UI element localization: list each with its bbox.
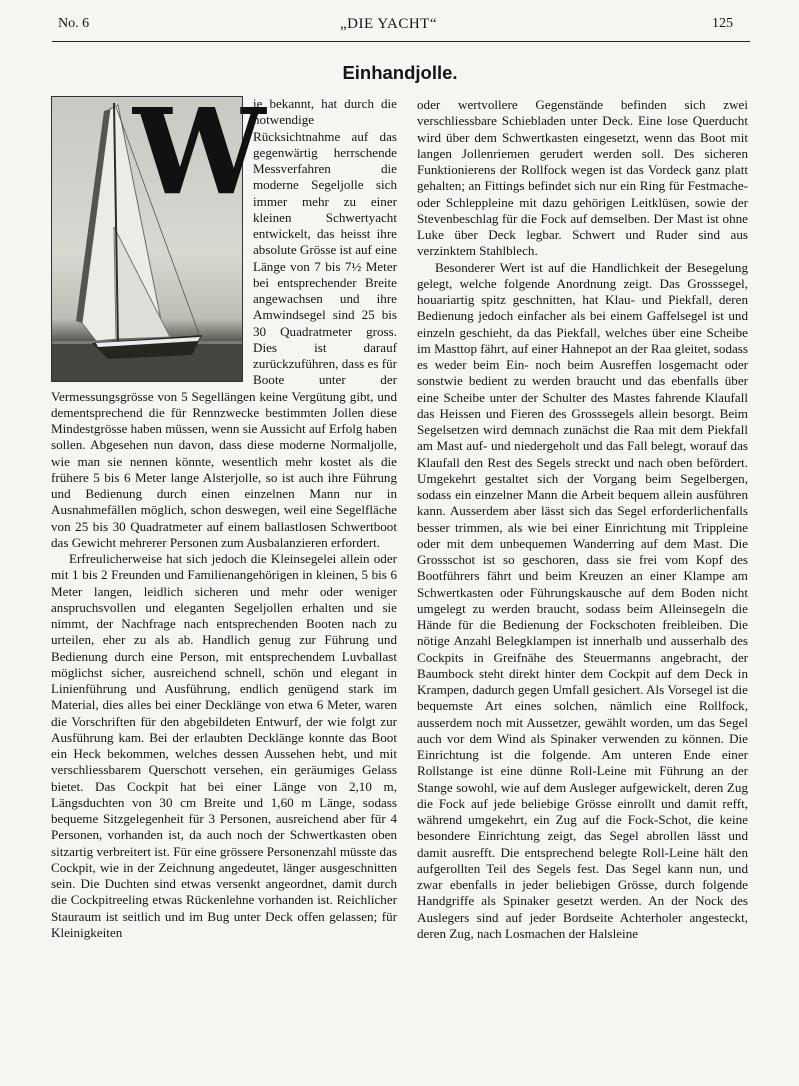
paragraph: oder wertvollere Gegenstände befinden sich zwei verschliessbare Schiebladen unter Deck. Eine lose Querducht wird über dem Schwertkasten eingesetzt, wenn das Boot mit langen Jollenriemen gerudert werden soll. Des sicheren Funktionierens der Rollfock wegen ist das Vordeck ganz platt gehalten; an Fittings befindet sich nur ein Ring für Festmache- oder Schleppleine mit dazu gehörigen Leitklüsen, sowie der Stevenbeschlag für die Fock auf demselben. Der Mast ist ohne Luke über Deck legbar. Schwert und Ruder sind aus verzinktem Stahlblech.	[417, 97, 748, 259]
sailboat-photo	[51, 82, 266, 382]
paragraph: Erfreulicherweise hat sich jedoch die Kleinsegelei allein oder mit 1 bis 2 Freunden und Familienangehörigen in kleinen, 5 bis 6 Meter langen, leidlich sicheren und mehr oder weniger anspruchsvollen und eleganten Segeljollen erhalten und sie nimmt, der Nachfrage nach entsprechenden Booten nach zu urteilen, eher zu als ab. Handlich genug zur Führung und Bedienung durch eine Person, mit entsprechendem Luvballast möglichst sicher, ausreichend schnell, schön und elegant in Linienführung und Ausführung, endlich genügend stark im Material, dies alles bei einer Decklänge von etwa 6 Meter, waren die Vorschriften für den abgebildeten Entwurf, der wie folgt zur Ausführung kam. Bei der erlaubten Decklänge konnte das Boot ein Heck bekommen, welches dessen Aussehen hebt, und mit verschliessbarem Querschott versehen, ein geräumiges Gelass bietet. Das Cockpit hat bei einer Länge von 2,10 m, Längsduchten von 30 cm Breite und 1,60 m Länge, sodass bequeme Sitzgelegenheit für 3 Personen, ausreichend aber für 4 Personen, vorhanden ist, da auch noch der Schwertkasten oben sitzartig verbreitert ist. Für eine grössere Personenzahl müsste das Cockpit, wie in der Zeichnung angedeutet, länger ausgeschnitten sein. Die Duchten sind etwas versenkt angeordnet, damit durch die Cockpitreeling etwas Rückenlehne vorhanden ist. Reichlicher Stauraum ist seitlich und im Bug unter Deck offen gelassen; für Kleinigkeiten	[51, 551, 397, 940]
left-column	[51, 82, 397, 941]
paragraph: ie bekannt, hat durch die notwendige Rücksichtnahme auf das gegenwärtig herrschende Messverfahren die moderne Segeljolle sich immer mehr zu einer kleinen Schwertyacht entwickelt, das heisst ihre absolute Grösse ist auf eine Länge von 7 bis 7½ Meter bei entsprechender Breite angewachsen und ihre Amwindsegel sind 25 bis 30 Quadratmeter gross. Dies ist darauf zurückzuführen, dass es für Boote unter der Vermessungsgrösse von 5 Segellängen keine Vergütung gibt, und dementsprechend die für Rennzwecke bestimmten Jollen diese Mindestgrösse haben müssen, wenn sie Aussicht auf Erfolg haben sollen. Abgesehen nun davon, dass diese moderne Normaljolle, wie man sie nennen könnte, wesentlich mehr kostet als die frühere 5 bis 6 Meter lange Alsterjolle, so ist auch ihre Führung und Bedienung durch einen einzelnen Mann nur in Ausnahmefällen möglich, schon deswegen, weil eine Segelfläche von 25 bis 30 Quadratmeter auf einem ballastlosen Schwertboot das Gewicht mehrerer Personen zum Ausbalanzieren erfordert.	[51, 96, 397, 550]
paragraph: Besonderer Wert ist auf die Handlichkeit der Besegelung gelegt, welche folgende Anordnung zeigt. Das Grosssegel, houariartig spitz geschnitten, hat Klau- und Piekfall, deren Bedienung jedoch einfacher als bei einem Gaffelsegel ist und einzeln geschieht, da das Piekfall, welches über eine Scheibe im Masttop fährt, auf einer Hahnepot an der Raa gleitet, sodass es weder beim Ein- noch beim Ausreffen losgemacht oder sonstwie bedient zu werden braucht und das ebenfalls über eine Scheibe unter der Schulter des Mastes fahrende Klaufall das Heissen und Fieren des Grosssegels allein besorgt. Beim Segelsetzen wird demnach zunächst die Raa mit dem Piekfall am Mast auf- und niedergeholt und das Fall belegt, worauf das Klaufall den Rest des Segels streckt und nach oben befördert. Umgekehrt gestaltet sich der Vorgang beim Segelbergen, sodass ein einzelner Mann die Arbeit bequem allein ausführen kann. Ausserdem aber lässt sich das Segel erforderlichenfalls besser trimmen, als wie bei einer Einrichtung mit Trippleine oder mit dem unbequemen Wanderring auf dem Mast. Die Grossschot ist so geschoren, dass sie frei vom Kopf des Bootführers fährt und beim Kreuzen an einer Klampe am Schwertkasten oder Führungskausche auf dem Boden nicht umgelegt zu werden braucht, sodass beim Alleinsegeln die Hände für die Bedienung der Fockschoten freibleiben. Die nötige Anzahl Belegklampen ist innerhalb und ausserhalb des Cockpits in Greifnähe des Steuermanns angebracht, der Baumbock steht direkt hinter dem Cockpit auf dem Deck in Krampen, dadurch gegen Umfall gesichert. Als Vorsegel ist die bequemste Art eines solchen, nämlich eine Rollfock, ausserdem noch mit Aussetzer, gewählt worden, um das Segel auch vor dem Wind als Spinaker verwenden zu können. Die Einrichtung ist die folgende. Am unteren Ende einer Rollstange ist eine dünne Roll-Leine mit Führung an der Stange sowohl, wie auf dem Ausleger aufgewickelt, deren Zug die Fock auf jede beliebige Grösse einrollt und damit refft, während umgekehrt, ein Zug auf die Fock-Schot, die keine besondere Einrichtung zeigt, das Segel abrollen lässt und damit ausrefft. Die entsprechend belegte Roll-Leine hält den aufgerollten Teil des Segels fest. Das Segel kann nun, und zwar ebenfalls in jeder beliebigen Grösse, durch folgende Handgriffe als Spinaker gesetzt werden. An der Nock des Auslegers sind auf jeder Bordseite Achterholer angesteckt, deren Zug, nach Losmachen der Halsleine	[417, 259, 748, 941]
header-rule	[52, 41, 750, 42]
right-column	[417, 97, 748, 942]
issue-number: No. 6	[58, 16, 90, 31]
article-title: Einhandjolle.	[342, 62, 458, 83]
page-number: 125	[712, 16, 733, 31]
journal-title: „DIE YACHT“	[340, 16, 438, 32]
drop-cap-initial: W	[133, 82, 266, 221]
